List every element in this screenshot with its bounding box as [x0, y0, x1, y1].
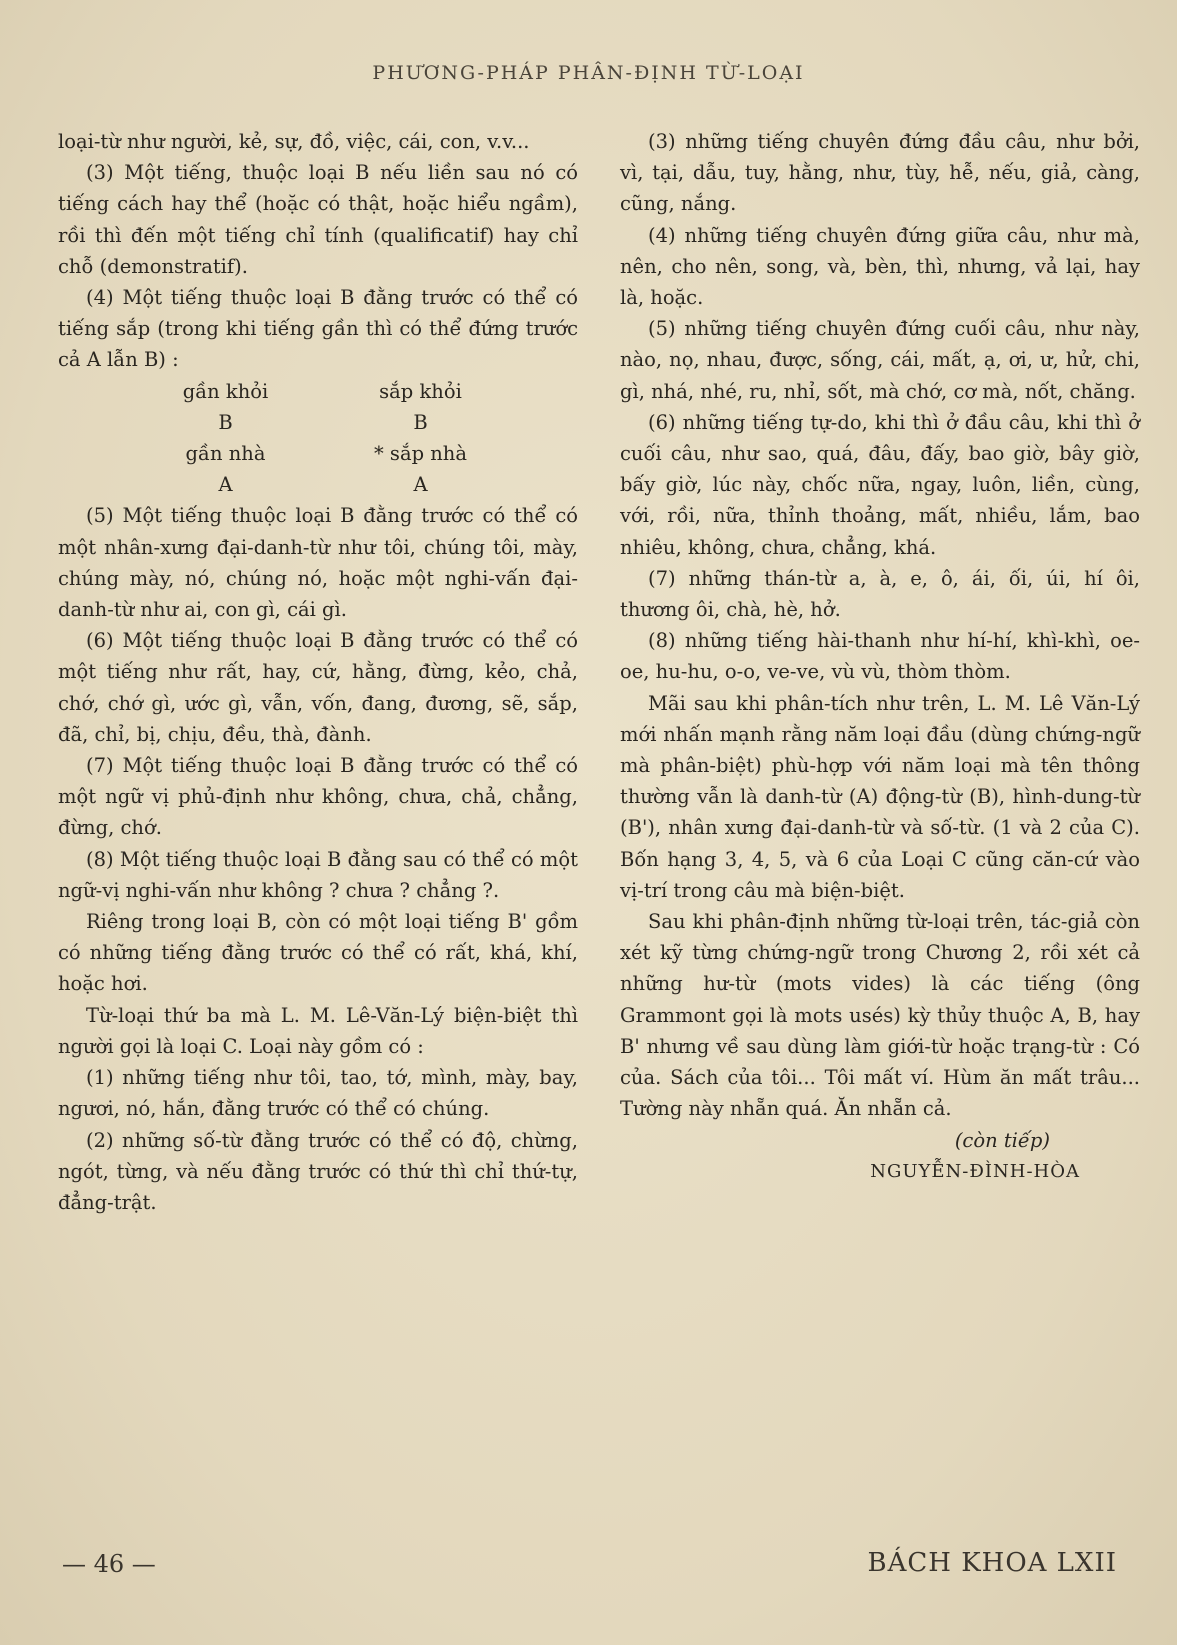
paragraph: (5) Một tiếng thuộc loại B đằng trước có thể có một nhân-xưng đại-danh-từ như tôi, chúng tôi, mày, chúng mày, nó, chúng nó, hoặc một nghi-vấn đại-danh-từ như ai, con gì, cái gì.	[58, 504, 578, 622]
example-right: sắp khỏi	[379, 379, 462, 403]
paragraph: (8) những tiếng hài-thanh như hí-hí, khì-khì, oe-oe, hu-hu, o-o, ve-ve, vù vù, thòm thòm.	[620, 629, 1140, 684]
example-row	[58, 469, 578, 500]
paragraph: Mãi sau khi phân-tích như trên, L. M. Lê Văn-Lý mới nhấn mạnh rằng năm loại đầu (dùng chứng-ngữ mà phân-biệt) phù-hợp với năm loại mà tên thông thường vẫn là danh-từ (A) động-từ (B), hình-dung-từ (B'), nhân xưng đại-danh-từ và số-từ. (1 và 2 của C). Bốn hạng 3, 4, 5, và 6 của Loại C cũng căn-cứ vào vị-trí trong câu mà biện-biệt.	[620, 691, 1140, 902]
paragraph: (8) Một tiếng thuộc loại B đằng sau có thể có một ngữ-vị nghi-vấn như không ? chưa ? chẳng ?.	[58, 847, 578, 902]
right-column	[620, 126, 1140, 1187]
paragraph: (6) những tiếng tự-do, khi thì ở đầu câu, khi thì ở cuối câu, như sao, quá, đâu, đấy, bao giờ, bây giờ, bấy giờ, lúc này, chốc nữa, ngay, luôn, liền, cùng, với, rồi, nữa, thỉnh thoảng, mất, nhiều, lắm, bao nhiêu, không, chưa, chẳng, khá.	[620, 410, 1140, 559]
example-row	[58, 407, 578, 438]
continued-note: (còn tiếp)	[954, 1128, 1050, 1152]
paragraph: (3) Một tiếng, thuộc loại B nếu liền sau nó có tiếng cách hay thể (hoặc có thật, hoặc hiểu ngầm), rồi thì đến một tiếng chỉ tính (qualificatif) hay chỉ chỗ (demonstratif).	[58, 161, 578, 278]
paragraph: (7) Một tiếng thuộc loại B đằng trước có thể có một ngữ vị phủ-định như không, chưa, chả, chẳng, đừng, chớ.	[58, 754, 578, 840]
example-left: gần nhà	[185, 442, 266, 466]
paragraph: (7) những thán-từ a, à, e, ô, ái, ối, úi, hí ôi, thương ôi, chà, hè, hở.	[620, 566, 1140, 622]
paragraph: (3) những tiếng chuyên đứng đầu câu, như bởi, vì, tại, dẫu, tuy, hằng, như, tùy, hễ, nếu, giả, càng, cũng, nắng.	[620, 130, 1140, 216]
example-row	[58, 438, 578, 469]
paragraph: (4) Một tiếng thuộc loại B đằng trước có thể có tiếng sắp (trong khi tiếng gần thì có thể đứng trước cả A lẫn B) :	[58, 286, 578, 372]
paragraph: (1) những tiếng như tôi, tao, tớ, mình, mày, bay, ngươi, nó, hắn, đằng trước có thể có chúng.	[58, 1066, 578, 1121]
example-left: B	[218, 410, 233, 434]
paragraph: (4) những tiếng chuyên đứng giữa câu, như mà, nên, cho nên, song, và, bèn, thì, nhưng, vả lại, hay là, hoặc.	[620, 223, 1140, 310]
example-left: A	[218, 473, 233, 497]
paragraph: (5) những tiếng chuyên đứng cuối câu, như này, nào, nọ, nhau, được, sống, cái, mất, ạ, ơi, ư, hử, chi, gì, nhá, nhé, ru, nhỉ, sốt, mà chớ, cơ mà, nốt, chăng.	[620, 317, 1140, 403]
author-name: NGUYỄN-ĐÌNH-HÒA	[870, 1160, 1080, 1182]
journal-issue: BÁCH KHOA LXII	[867, 1548, 1117, 1578]
example-right: * sắp nhà	[373, 442, 467, 466]
left-column	[58, 126, 578, 1218]
paragraph: (6) Một tiếng thuộc loại B đằng trước có thể có một tiếng như rất, hay, cứ, hằng, đừng, kẻo, chả, chớ, chớ gì, ước gì, vẫn, vốn, đang, đương, sẽ, sắp, đã, chỉ, bị, chịu, đều, thà, đành.	[58, 629, 578, 746]
page-number: — 46 —	[62, 1550, 156, 1578]
example-left: gần khỏi	[182, 379, 269, 403]
running-head: PHƯƠNG-PHÁP PHÂN-ĐỊNH TỪ-LOẠI	[372, 62, 805, 84]
example-row	[58, 376, 578, 407]
paragraph: Riêng trong loại B, còn có một loại tiếng B' gồm có những tiếng đằng trước có thể có rất, khá, khí, hoặc hơi.	[58, 910, 578, 996]
paragraph: loại-từ như người, kẻ, sự, đồ, việc, cái, con, v.v...	[58, 130, 530, 153]
paragraph: (2) những số-từ đằng trước có thể có độ, chừng, ngót, từng, và nếu đằng trước có thứ thì chỉ thứ-tự, đẳng-trật.	[58, 1128, 578, 1214]
example-right: A	[413, 473, 428, 497]
example-right: B	[413, 410, 428, 434]
paragraph: Sau khi phân-định những từ-loại trên, tác-giả còn xét kỹ từng chứng-ngữ trong Chương 2, rồi xét cả những hư-từ (mots vides) là các tiếng (ông Grammont gọi là mots usés) kỳ thủy thuộc A, B, hay B' nhưng về sau dùng làm giới-từ hoặc trạng-từ : Có của. Sách của tôi... Tôi mất ví. Hùm ăn mất trâu... Tường này nhẵn quá. Ăn nhẵn cả.	[620, 910, 1140, 1121]
paragraph: Từ-loại thứ ba mà L. M. Lê-Văn-Lý biện-biệt thì người gọi là loại C. Loại này gồm có :	[58, 1003, 578, 1058]
